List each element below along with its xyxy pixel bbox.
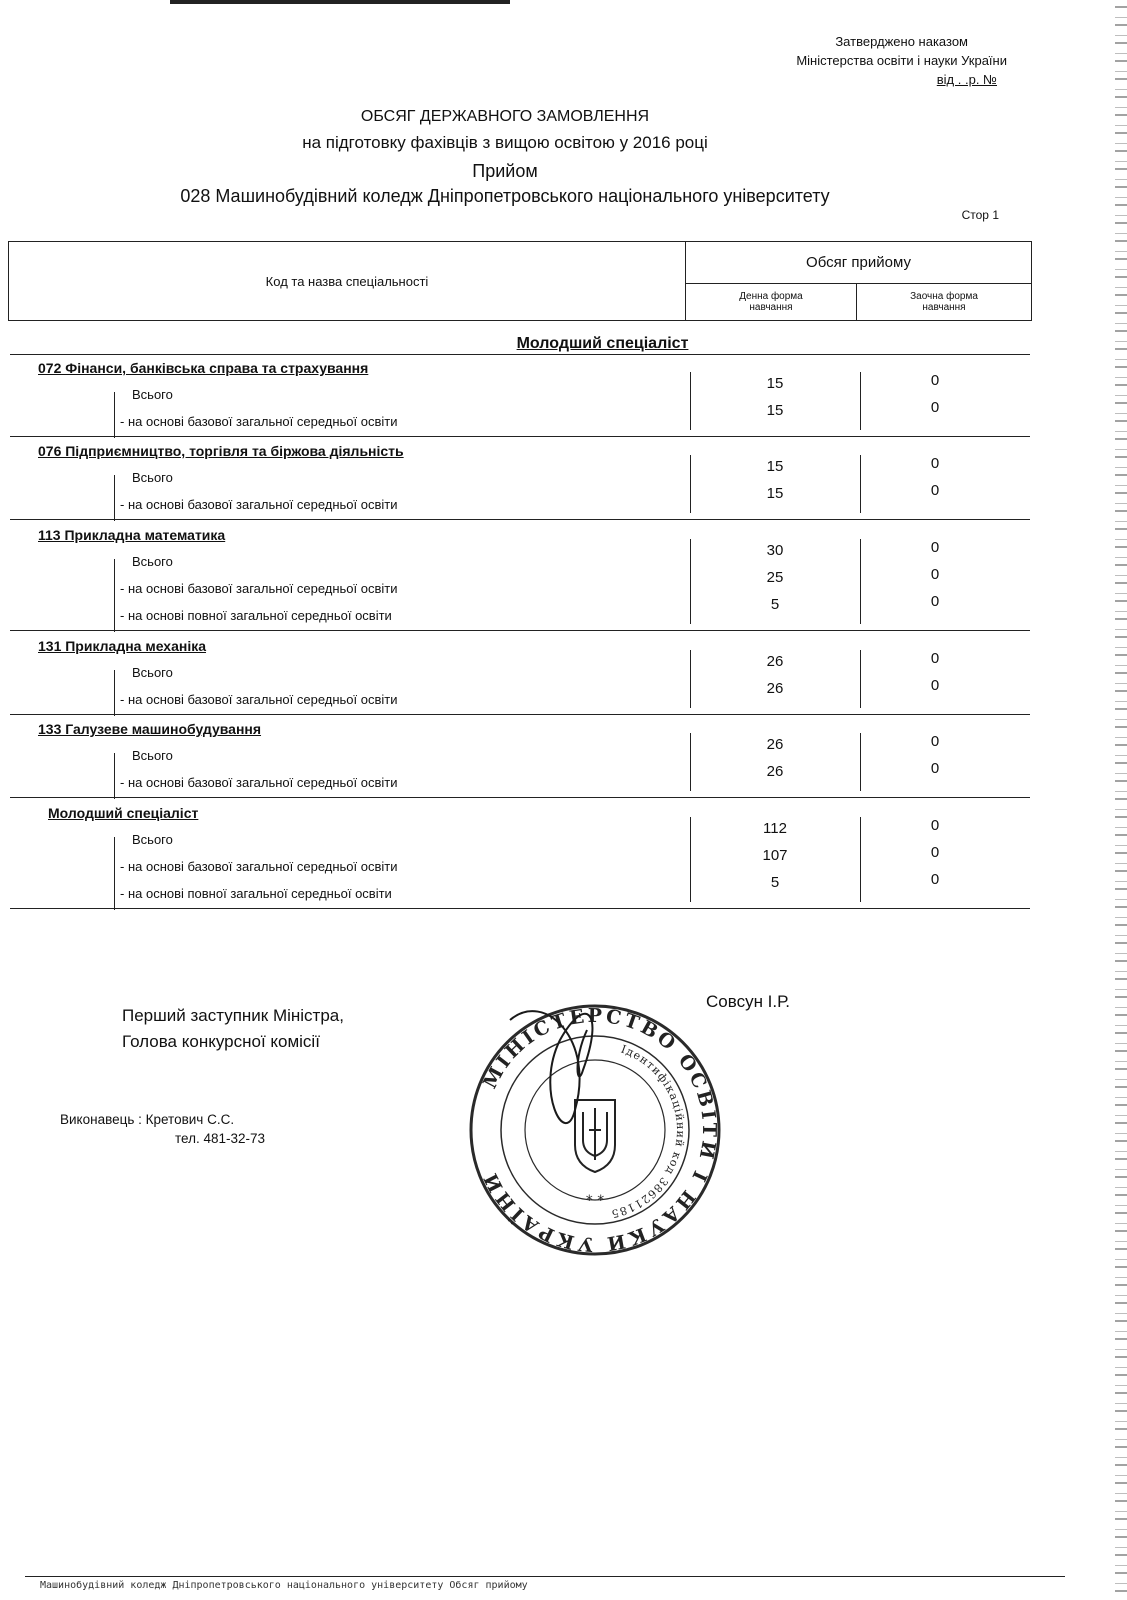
row-label: Всього [132,832,173,847]
extramural-form-value: 0 [930,871,940,888]
header-extra-l1: Заочна форма [910,291,978,302]
group-divider [10,908,1030,909]
header-extra-l2: навчання [922,302,966,313]
day-form-value: 15 [766,402,784,419]
column-divider [860,650,861,708]
specialty-group [10,443,1030,521]
footer-text: Машинобудівний коледж Дніпропетровського національного університету Обсяг прийому [40,1580,528,1591]
row-indent-line [114,753,115,799]
row-label: - на основі базової загальної середньої освіти [120,581,398,596]
row-label: Всього [132,748,173,763]
row-label: - на основі базової загальної середньої освіти [120,497,398,512]
row-label: Всього [132,470,173,485]
day-form-value: 26 [766,653,784,670]
specialty-title: 133 Галузеве машинобудування [38,721,262,737]
column-divider [690,733,691,791]
day-form-value: 26 [766,763,784,780]
doc-title: ОБСЯГ ДЕРЖАВНОГО ЗАМОВЛЕННЯ [360,108,650,125]
signatory-position-l1: Перший заступник Міністра, [122,1006,344,1025]
row-label: Всього [132,387,173,402]
group-divider [10,436,1030,437]
column-divider [860,539,861,624]
header-day-l2: навчання [749,302,793,313]
trident-emblem-icon [575,1100,615,1172]
extramural-form-value: 0 [930,733,940,750]
extramural-form-value: 0 [930,482,940,499]
extramural-form-value: 0 [930,399,940,416]
doc-section-title: Прийом [472,161,538,181]
svg-text:* *: * * [585,1193,605,1209]
column-divider [690,650,691,708]
doc-subtitle: на підготовку фахівців з вищою освітою у 2016 році [302,133,708,152]
specialty-title: Молодший спеціаліст [48,805,199,821]
row-label: - на основі базової загальної середньої освіти [120,859,398,874]
table-header [8,241,1032,321]
row-label: - на основі базової загальної середньої освіти [120,692,398,707]
header-day-l1: Денна форма [739,291,803,302]
header-volume-block [686,242,1031,320]
row-label: - на основі базової загальної середньої освіти [120,775,398,790]
extramural-form-value: 0 [930,593,940,610]
approval-line-2: Міністерства освіти і науки України [796,53,1007,68]
section-divider [10,354,1030,355]
header-extramural-form [857,284,1031,320]
footer-divider [25,1576,1065,1577]
page-number: Стор 1 [961,208,999,222]
group-divider [10,797,1030,798]
header-specialty: Код та назва спеціальності [9,242,686,320]
header-day-form [686,284,857,320]
extramural-form-value: 0 [930,677,940,694]
day-form-value: 26 [766,736,784,753]
stamp-outer-text: МІНІСТЕРСТВО ОСВІТИ І НАУКИ УКРАЇНИ [478,1004,721,1256]
specialty-group [10,721,1030,799]
day-form-value: 26 [766,680,784,697]
scan-edge-noise [1115,0,1127,1600]
specialty-title: 113 Прикладна математика [38,527,226,543]
column-divider [860,733,861,791]
day-form-value: 15 [766,458,784,475]
row-label: - на основі повної загальної середньої освіти [120,886,392,901]
day-form-value: 30 [766,542,784,559]
extramural-form-value: 0 [930,844,940,861]
column-divider [860,372,861,430]
extramural-form-value: 0 [930,455,940,472]
specialty-group [10,638,1030,716]
row-indent-line [114,392,115,438]
row-label: - на основі повної загальної середньої освіти [120,608,392,623]
signatory-name: Совсун І.Р. [706,992,790,1011]
column-divider [690,455,691,513]
day-form-value: 5 [770,874,780,891]
column-divider [860,455,861,513]
extramural-form-value: 0 [930,650,940,667]
official-stamp [465,1000,725,1260]
day-form-value: 15 [766,485,784,502]
row-label: Всього [132,554,173,569]
row-indent-line [114,559,115,632]
executor-block [60,1110,265,1148]
specialty-title: 072 Фінанси, банківська справа та страхування [38,360,369,376]
specialty-group [10,805,1030,910]
day-form-value: 25 [766,569,784,586]
extramural-form-value: 0 [930,760,940,777]
column-divider [690,817,691,902]
specialty-title: 131 Прикладна механіка [38,638,207,654]
day-form-value: 107 [762,847,788,864]
row-indent-line [114,837,115,910]
section-heading: Молодший спеціаліст [516,335,689,352]
row-indent-line [114,670,115,716]
group-divider [10,519,1030,520]
executor-name: Виконавець : Кретович С.С. [60,1112,235,1127]
column-divider [690,539,691,624]
extramural-form-value: 0 [930,566,940,583]
extramural-form-value: 0 [930,372,940,389]
extramural-form-value: 0 [930,539,940,556]
group-divider [10,630,1030,631]
row-indent-line [114,475,115,521]
day-form-value: 5 [770,596,780,613]
approval-block [796,32,1007,89]
specialty-group [10,527,1030,632]
day-form-value: 15 [766,375,784,392]
executor-phone: тел. 481-32-73 [175,1131,266,1146]
scan-top-mark [170,0,510,4]
column-divider [690,372,691,430]
approval-line-1: Затверджено наказом [835,34,968,49]
signatory-position [122,1003,344,1055]
extramural-form-value: 0 [930,817,940,834]
row-label: Всього [132,665,173,680]
column-divider [860,817,861,902]
signatory-position-l2: Голова конкурсної комісії [122,1032,320,1051]
approval-line-3: від . .р. № [936,72,997,87]
row-label: - на основі базової загальної середньої освіти [120,414,398,429]
specialty-group [10,360,1030,438]
stamp-inner-text: Ідентифікаційний код 38621185 [609,1042,688,1221]
institution-name: 028 Машинобудівний коледж Дніпропетровського національного університету [180,186,830,206]
specialty-title: 076 Підприємництво, торгівля та біржова діяльність [38,443,404,459]
group-divider [10,714,1030,715]
header-volume: Обсяг прийому [686,242,1031,284]
day-form-value: 112 [763,820,787,837]
